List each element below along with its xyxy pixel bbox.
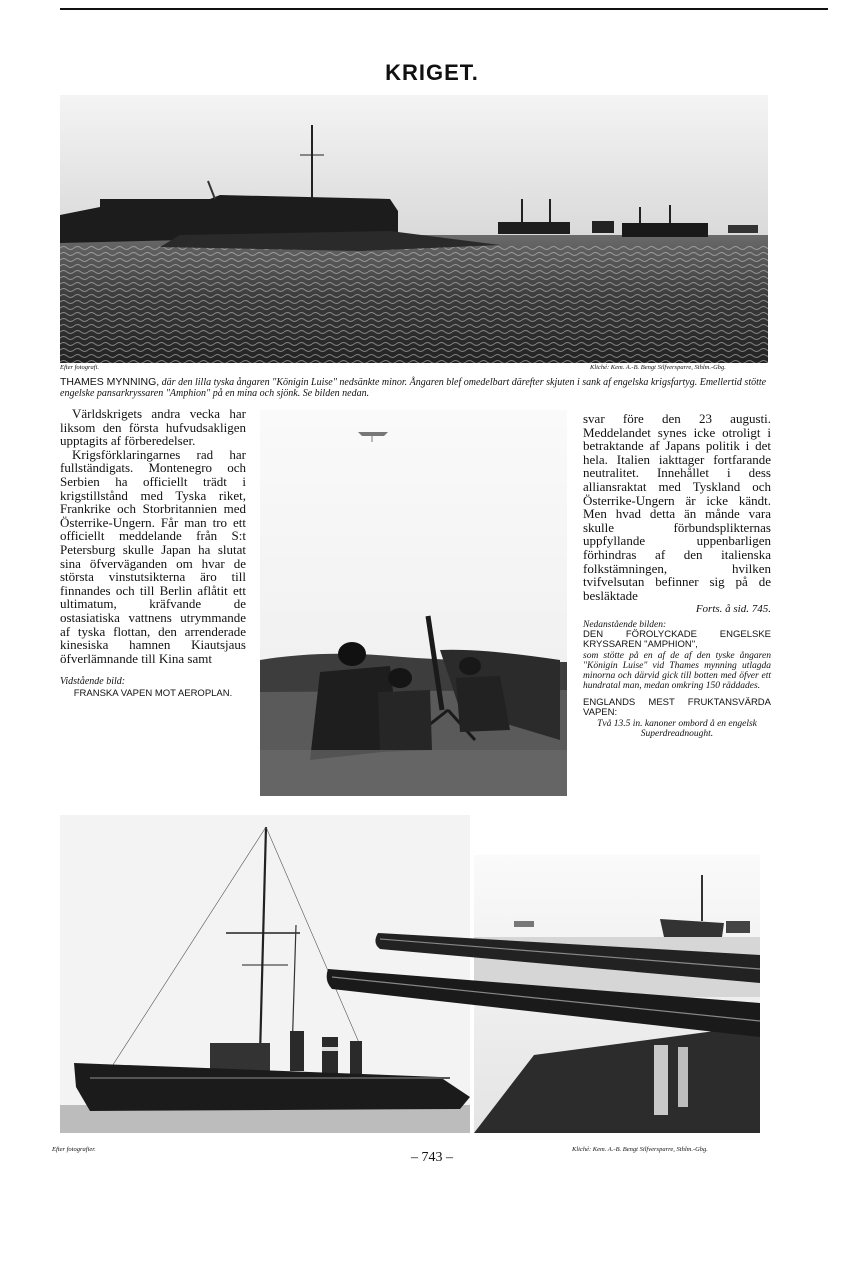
caption-text: där den lilla tyska ångaren "Königin Luise" nedsänkte minor. Ångaren blef omedelbart därefter skjuten i sank af engelska krigsfartyg. Emellertid stötte engelske pansarkryssaren "Amphion" på en mina och sjönk. Se bilden nedan. bbox=[60, 377, 767, 399]
right-column bbox=[583, 412, 771, 739]
article-paragraph: Krigsförklaringarnes rad har fullständigats. Montenegro och Serbien ha officiellt trädt i krigstillstånd med Tyska riket, Frankrike och Storbritannien med Österrike-Ungern. Får man tro ett officiellt meddelande från S:t Petersburg skulle Japan ha slutat sina öfverväganden om hvar de största vinstutsikterna äro till finnandes och till Berlin aflåtit ett ultimatum, kräfvande de ostasiatiska vattnens utrymmande af tyska flottan, den arrenderade kinesiska hamnen Kiautsjaus öfverlämnande till Kina samt bbox=[60, 446, 246, 666]
top-photo-credit-right: Kliché: Kem. A.-B. Bengt Silfversparre, Sthlm.-Gbg. bbox=[590, 364, 726, 371]
continued-note: Forts. å sid. 745. bbox=[695, 603, 771, 616]
anti-aircraft-photo bbox=[260, 410, 567, 796]
page-number: – 743 – bbox=[411, 1150, 453, 1165]
subcaption-text: FRANSKA VAPEN MOT AEROPLAN. bbox=[73, 687, 233, 699]
left-column bbox=[60, 407, 246, 699]
thames-photo bbox=[60, 95, 768, 363]
caption-lead: THAMES MYNNING, bbox=[60, 376, 160, 388]
page-title: KRIGET. bbox=[385, 60, 479, 85]
article-paragraph: svar före den 23 augusti. Meddelandet synes icke otroligt i betraktande af Japans politik i det hela. Italien iakttager fortfarande neutralitet. Innehållet i dess alliansraktat med Tyskland och Österrike-Ungern är icke kändt. Men hvad detta än månde vara skulle förbundsplikternas uppfyllande uppenbarligen förhindras af den italienska folkstämningen, hvilken tvifvelsutan befinner sig på de besläktade bbox=[583, 411, 771, 603]
bottom-photo-credit-right: Kliché: Kem. A.-B. Bengt Silfversparre, Sthlm.-Gbg. bbox=[572, 1146, 708, 1153]
top-photo-credit-left: Efter fotografi. bbox=[60, 364, 99, 371]
top-photo-caption bbox=[60, 377, 780, 399]
caption2-text: Två 13.5 in. kanoner ombord å en engelsk Superdreadnought. bbox=[597, 718, 757, 739]
subcaption-label: Vidstående bild: bbox=[60, 676, 126, 688]
caption1-label: Nedanstående bilden: bbox=[583, 619, 667, 630]
top-rule bbox=[60, 8, 828, 10]
bottom-photo-credit-left: Efter fotografier. bbox=[52, 1146, 96, 1153]
caption1-caps: DEN FÖROLYCKADE ENGELSKE KRYSSAREN "AMPHION", bbox=[583, 628, 771, 651]
caption1-text: som stötte på en af de af den tyske ångaren "Königin Luise" vid Thames mynning utlagda minorna och därvid gick till botten med öfver ett hundratal man, medan omkring 150 räddades. bbox=[583, 650, 771, 691]
caption2-caps: ENGLANDS MEST FRUKTANSVÄRDA VAPEN: bbox=[583, 696, 771, 719]
article-paragraph: Världskrigets andra vecka har liksom den första hufvudsakligen upptagits af förberedelser. bbox=[60, 406, 246, 449]
gun-barrels-overlay bbox=[320, 925, 760, 1045]
